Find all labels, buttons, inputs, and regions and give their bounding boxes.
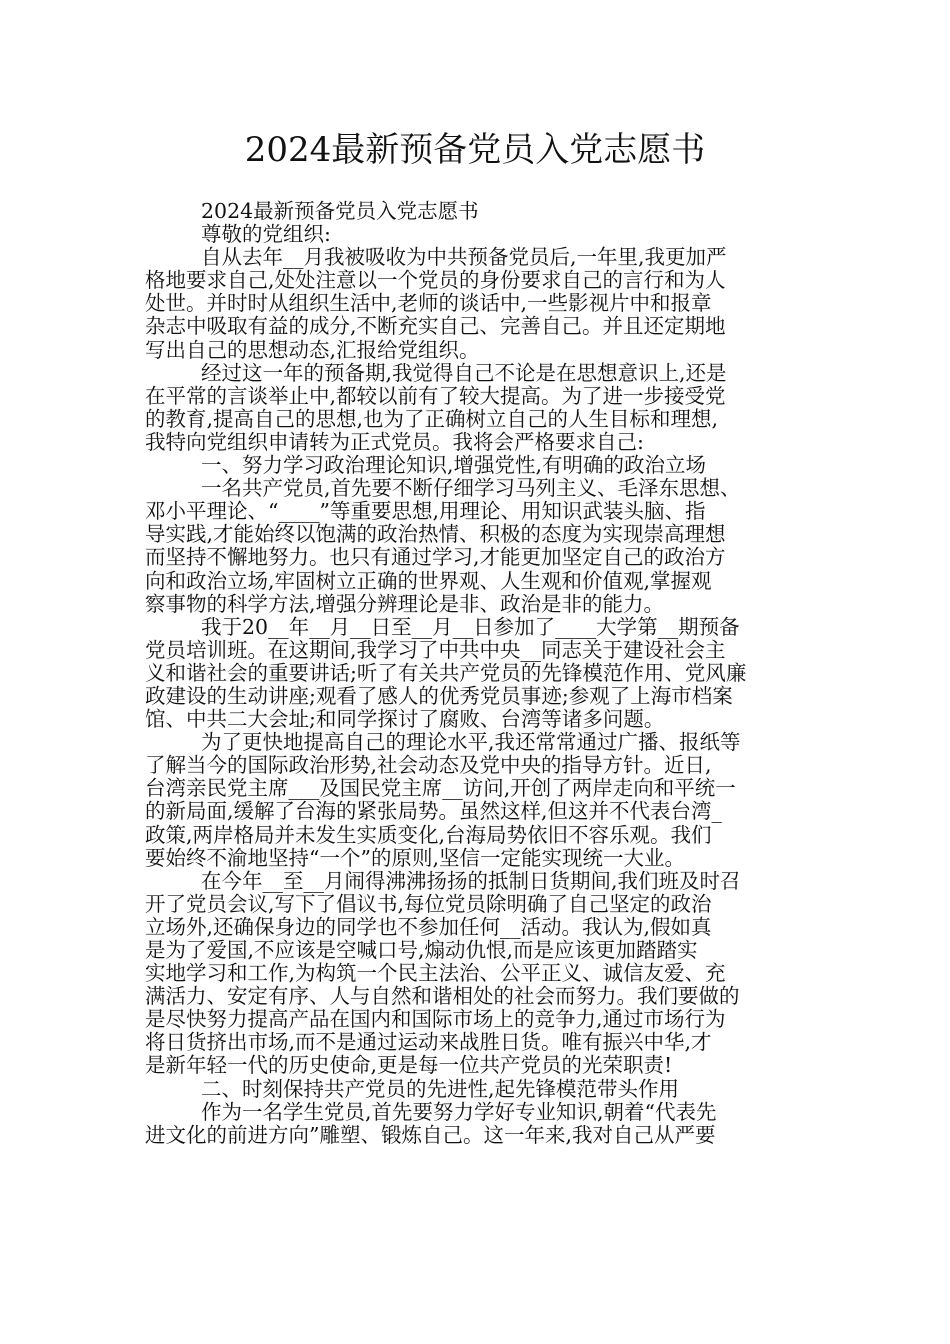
text-line: 一名共产党员,首先要不断仔细学习马列主义、毛泽东思想、 xyxy=(201,476,741,501)
text-line: 格地要求自己,处处注意以一个党员的身份要求自己的言行和为人 xyxy=(145,268,726,293)
text-line: 馆、中共二大会址;和同学探讨了腐败、台湾等诸多问题。 xyxy=(145,707,665,732)
text-line: 将日货挤出市场,而不是通过运动来战胜日货。唯有振兴中华,才 xyxy=(145,1030,712,1055)
text-line: 自从去年__月我被吸收为中共预备党员后,一年里,我更加严 xyxy=(201,245,727,270)
text-line: 政建设的生动讲座;观看了感人的优秀党员事迹;参观了上海市档案 xyxy=(145,683,733,708)
text-line: 写出自己的思想动态,汇报给党组织。 xyxy=(145,337,480,362)
text-line: 在平常的言谈举止中,都较以前有了较大提高。为了进一步接受党 xyxy=(145,383,726,408)
text-line: 我特向党组织申请转为正式党员。我将会严格要求自己: xyxy=(145,429,644,454)
text-line: 台湾亲民党主席___及国民党主席__访问,开创了两岸走向和平统一 xyxy=(145,776,736,801)
text-line: 是新年轻一代的历史使命,更是每一位共产党员的光荣职责! xyxy=(145,1053,673,1078)
text-line: 察事物的科学方法,增强分辨理论是非、政治是非的能力。 xyxy=(145,591,665,616)
text-line: 向和政治立场,牢固树立正确的世界观、人生观和价值观,掌握观 xyxy=(145,568,712,593)
text-line: 义和谐社会的重要讲话;听了有关共产党员的先锋模范作用、党风廉 xyxy=(145,660,747,685)
text-line: 尊敬的党组织: xyxy=(201,222,331,247)
text-line: 处世。并时时从组织生活中,老师的谈话中,一些影视片中和报章 xyxy=(145,291,712,316)
text-line: 开了党员会议,写下了倡议书,每位党员除明确了自己坚定的政治 xyxy=(145,891,712,916)
text-line: 杂志中吸取有益的成分,不断充实自己、完善自己。并且还定期地 xyxy=(145,314,726,339)
text-line: 一、努力学习政治理论知识,增强党性,有明确的政治立场 xyxy=(201,453,707,478)
text-line: 政策,两岸格局并未发生实质变化,台海局势依旧不容乐观。我们 xyxy=(145,822,712,847)
text-line: 满活力、安定有序、人与自然和谐相处的社会而努力。我们要做的 xyxy=(145,984,740,1009)
text-line: 2024最新预备党员入党志愿书 xyxy=(201,199,479,223)
text-line: 而坚持不懈地努力。也只有通过学习,才能更加坚定自己的政治方 xyxy=(145,545,726,570)
text-line: 了解当今的国际政治形势,社会动态及党中央的指导方针。近日, xyxy=(145,753,712,778)
text-line: 的教育,提高自己的思想,也为了正确树立自己的人生目标和理想, xyxy=(145,406,719,431)
text-line: 党员培训班。在这期间,我学习了中共中央__同志关于建设社会主 xyxy=(145,637,726,662)
text-line: 是尽快努力提高产品在国内和国际市场上的竞争力,通过市场行为 xyxy=(145,1007,726,1032)
text-line: 立场外,还确保身边的同学也不参加任何__活动。我认为,假如真 xyxy=(145,914,712,939)
text-line: 为了更快地提高自己的理论水平,我还常常通过广播、报纸等 xyxy=(201,730,741,755)
text-line: 导实践,才能始终以饱满的政治热情、积极的态度为实现崇高理想 xyxy=(145,522,726,547)
text-line: 实地学习和工作,为构筑一个民主法治、公平正义、诚信友爱、充 xyxy=(145,961,726,986)
text-line: 要始终不渝地坚持“一个”的原则,坚信一定能实现统一大业。 xyxy=(145,845,685,870)
text-line: 进文化的前进方向”雕塑、锻炼自己。这一年来,我对自己从严要 xyxy=(145,1122,716,1147)
text-line: 的新局面,缓解了台海的紧张局势。虽然这样,但这并不代表台湾_ xyxy=(145,799,722,824)
text-line: 我于20__年__月__日至__月__日参加了____大学第__期预备 xyxy=(201,614,740,639)
document-title: 2024最新预备党员入党志愿书 xyxy=(244,130,706,170)
text-line: 是为了爱国,不应该是空喊口号,煽动仇恨,而是应该更加踏踏实 xyxy=(145,938,698,962)
text-line: 邓小平理论、“____”等重要思想,用理论、用知识武装头脑、指 xyxy=(145,499,706,524)
text-line: 在今年__至__月闹得沸沸扬扬的抵制日货期间,我们班及时召 xyxy=(201,868,741,893)
text-line: 经过这一年的预备期,我觉得自己不论是在思想意识上,还是 xyxy=(201,360,727,385)
document-body xyxy=(145,200,815,1147)
text-line: 作为一名学生党员,首先要努力学好专业知识,朝着“代表先 xyxy=(201,1099,717,1124)
text-line: 二、时刻保持共产党员的先进性,起先锋模范带头作用 xyxy=(201,1076,680,1101)
